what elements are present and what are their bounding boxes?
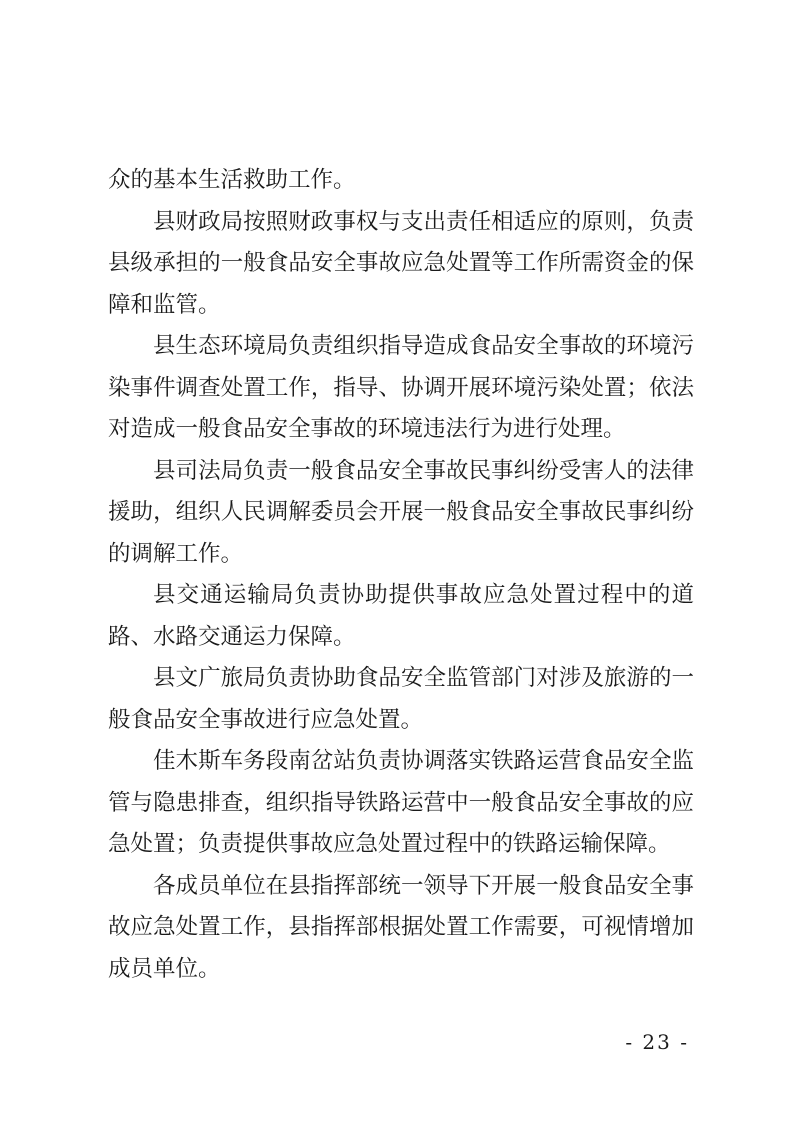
paragraph: 众的基本生活救助工作。	[108, 167, 356, 193]
paragraph: 县交通运输局负责协助提供事故应急处置过程中的道路、水路交通运力保障。	[108, 582, 694, 650]
paragraph: 县生态环境局负责组织指导造成食品安全事故的环境污染事件调查处置工作，指导、协调开展环境污染处置；依法对造成一般食品安全事故的环境违法行为进行处理。	[108, 333, 694, 442]
paragraph: 各成员单位在县指挥部统一领导下开展一般食品安全事故应急处置工作，县指挥部根据处置工作需要，可视情增加成员单位。	[108, 872, 694, 982]
paragraph: 县财政局按照财政事权与支出责任相适应的原则，负责县级承担的一般食品安全事故应急处置等工作所需资金的保障和监管。	[108, 208, 694, 318]
paragraph: 佳木斯车务段南岔站负责协调落实铁路运营食品安全监管与隐患排查，组织指导铁路运营中一般食品安全事故的应急处置；负责提供事故应急处置过程中的铁路运输保障。	[108, 748, 694, 857]
paragraph: 县司法局负责一般食品安全事故民事纠纷受害人的法律援助，组织人民调解委员会开展一般食品安全事故民事纠纷的调解工作。	[108, 457, 694, 567]
page-number: - 23 -	[625, 1030, 689, 1054]
document-body	[108, 160, 694, 990]
paragraph: 县文广旅局负责协助食品安全监管部门对涉及旅游的一般食品安全事故进行应急处置。	[108, 665, 694, 733]
